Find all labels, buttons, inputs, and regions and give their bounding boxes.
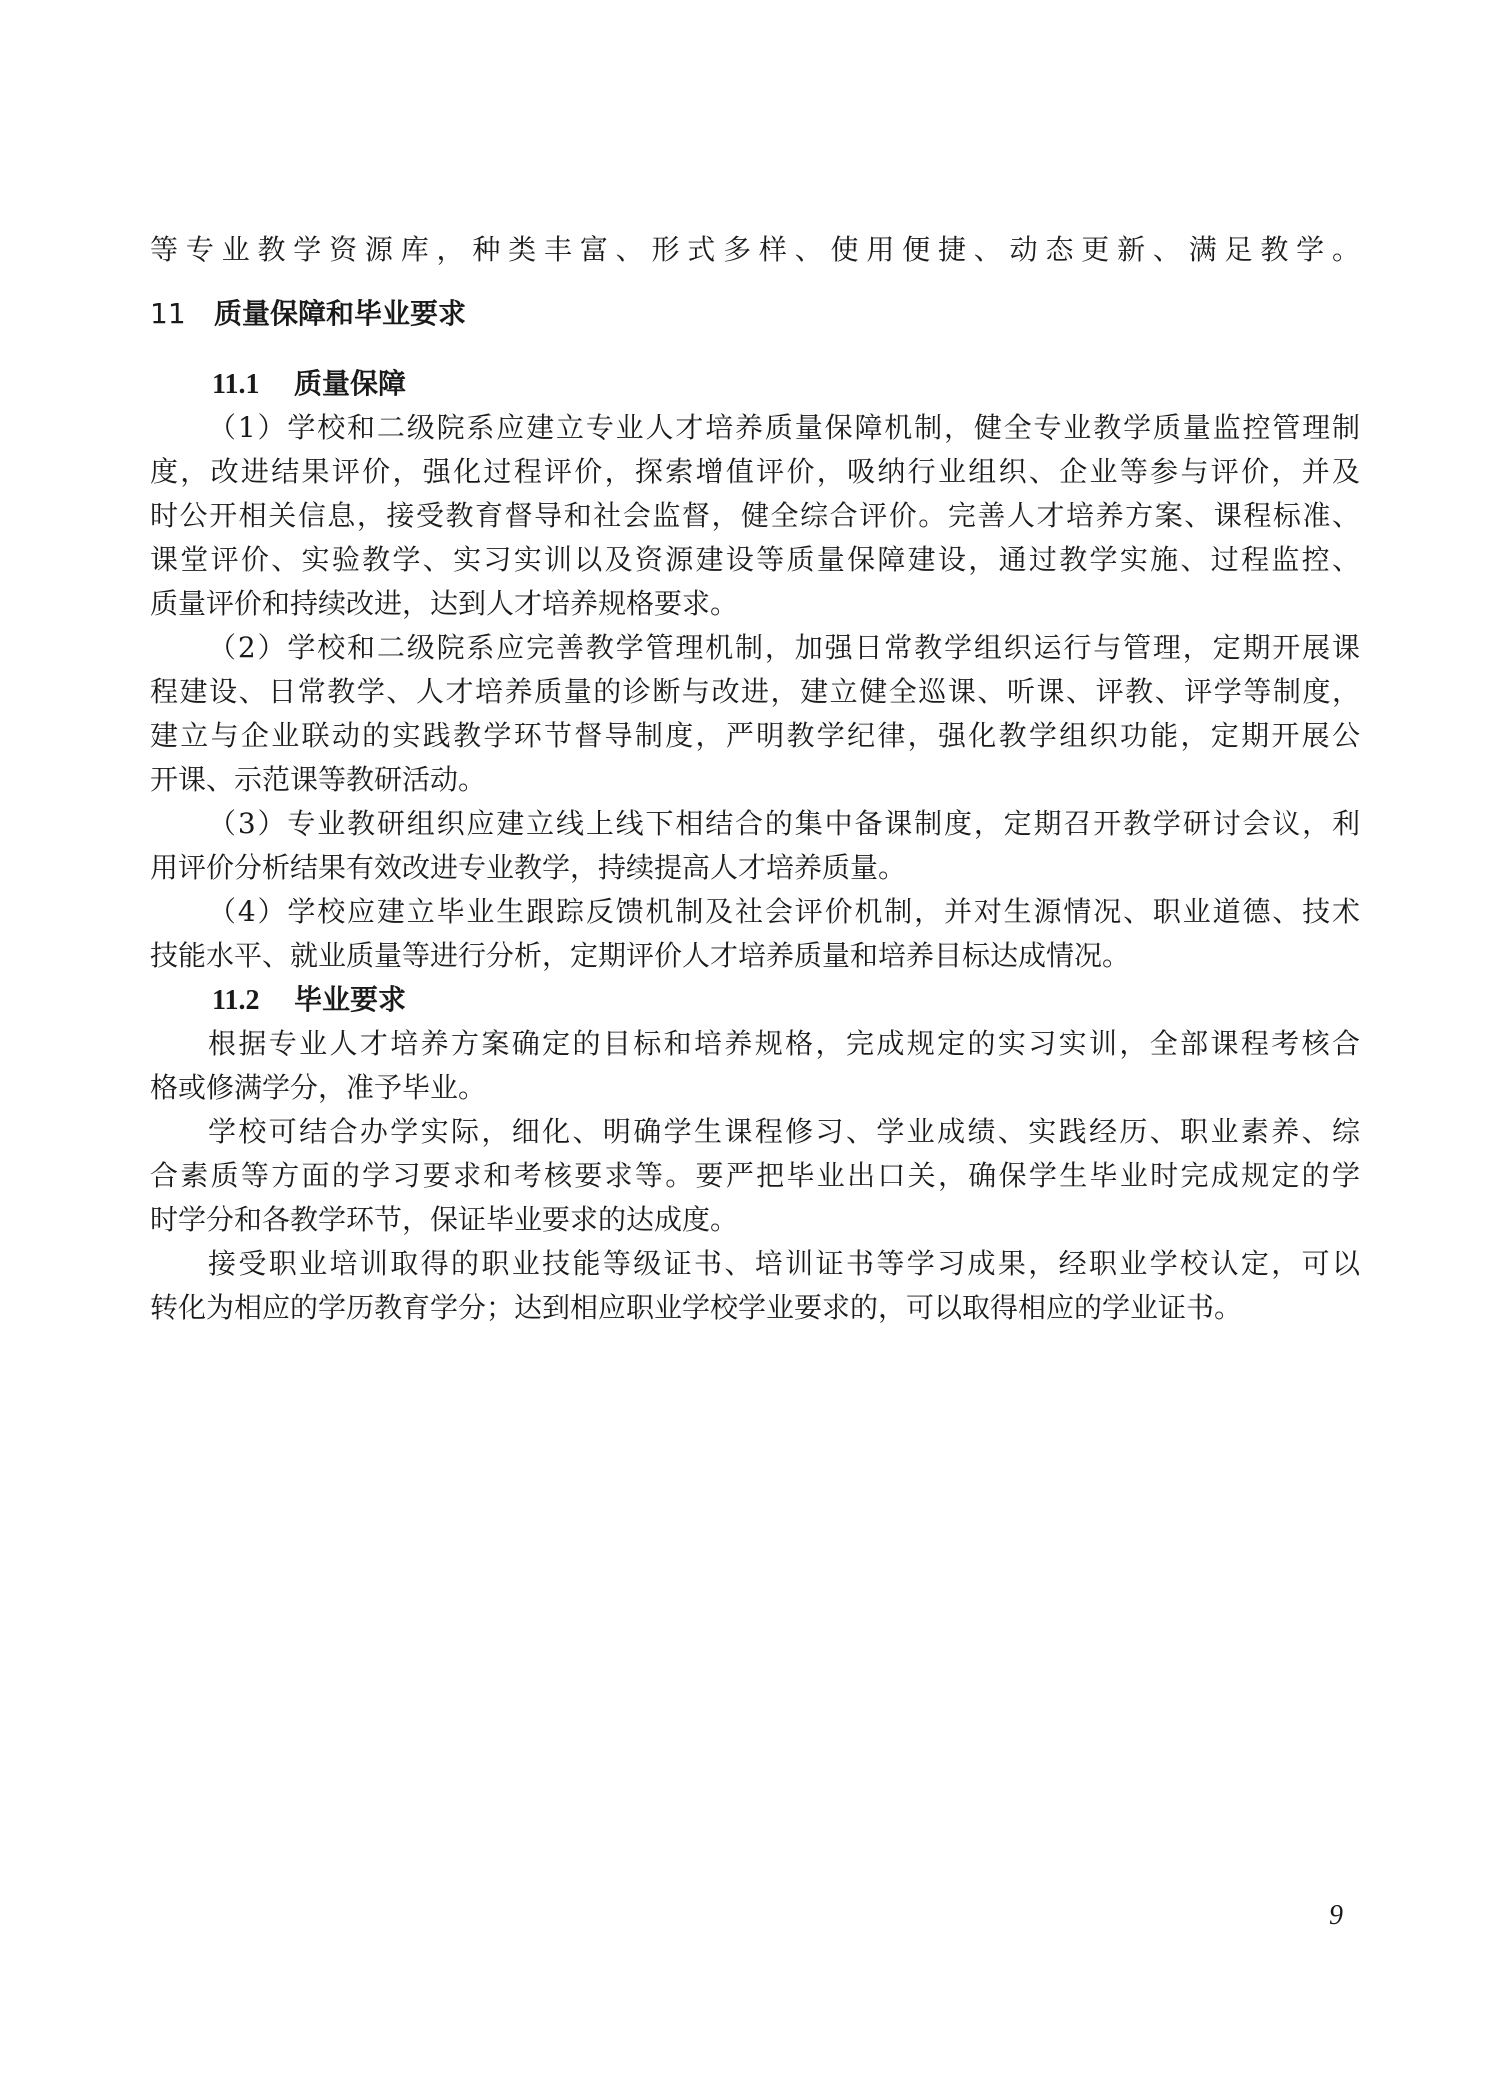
paragraph-line: 开课、示范课等教研活动。 [150, 763, 487, 796]
paragraph-line: （2）学校和二级院系应完善教学管理机制，加强日常教学组织运行与管理，定期开展课 [208, 631, 1360, 664]
section-heading [150, 292, 1360, 336]
paragraph-line: 学校可结合办学实际，细化、明确学生课程修习、学业成绩、实践经历、职业素养、综 [208, 1115, 1360, 1148]
paragraph-line: 程建设、日常教学、人才培养质量的诊断与改进，建立健全巡课、听课、评教、评学等制度， [150, 675, 1360, 708]
continuation-line: 等专业教学资源库，种类丰富、形式多样、使用便捷、动态更新、满足教学。 [150, 233, 1360, 266]
paragraph-line: 用评价分析结果有效改进专业教学，持续提高人才培养质量。 [150, 851, 907, 884]
page-content [150, 228, 1360, 1330]
paragraph-line: 接受职业培训取得的职业技能等级证书、培训证书等学习成果，经职业学校认定，可以 [208, 1247, 1360, 1280]
paragraph [150, 890, 1360, 978]
subsection-heading-11-2 [150, 978, 1360, 1022]
paragraph-line: 根据专业人才培养方案确定的目标和培养规格，完成规定的实习实训，全部课程考核合 [208, 1027, 1360, 1060]
subsection-number: 11.1 [212, 369, 260, 400]
paragraph-line: 技能水平、就业质量等进行分析，定期评价人才培养质量和培养目标达成情况。 [150, 939, 1131, 972]
paragraph-line: 课堂评价、实验教学、实习实训以及资源建设等质量保障建设，通过教学实施、过程监控、 [150, 543, 1360, 576]
paragraph [150, 1242, 1360, 1330]
paragraph [150, 1022, 1360, 1110]
paragraph-line: 格或修满学分，准予毕业。 [150, 1071, 487, 1104]
paragraph-line: 转化为相应的学历教育学分；达到相应职业学校学业要求的，可以取得相应的学业证书。 [150, 1291, 1243, 1324]
section-title: 质量保障和毕业要求 [214, 297, 467, 330]
paragraph [150, 626, 1360, 802]
paragraph-line: 建立与企业联动的实践教学环节督导制度，严明教学纪律，强化教学组织功能，定期开展公 [150, 719, 1360, 752]
paragraph-line: 时公开相关信息，接受教育督导和社会监督，健全综合评价。完善人才培养方案、课程标准、 [150, 499, 1360, 532]
section-number: 11 [150, 297, 186, 330]
paragraph-line: 合素质等方面的学习要求和考核要求等。要严把毕业出口关，确保学生毕业时完成规定的学 [150, 1159, 1360, 1192]
paragraph-line: （3）专业教研组织应建立线上线下相结合的集中备课制度，定期召开教学研讨会议，利 [208, 807, 1360, 840]
page-number: 9 [1329, 1900, 1343, 1931]
paragraph [150, 802, 1360, 890]
subsection-number: 11.2 [212, 985, 260, 1016]
paragraph [150, 1110, 1360, 1242]
paragraph-line: （1）学校和二级院系应建立专业人才培养质量保障机制，健全专业教学质量监控管理制 [208, 411, 1360, 444]
paragraph-line: 质量评价和持续改进，达到人才培养规格要求。 [150, 587, 739, 620]
subsection-title: 毕业要求 [294, 983, 407, 1016]
subsection-heading-11-1 [150, 362, 1360, 406]
subsection-title: 质量保障 [294, 367, 407, 400]
paragraph-line: 时学分和各教学环节，保证毕业要求的达成度。 [150, 1203, 739, 1236]
paragraph-line: 度，改进结果评价，强化过程评价，探索增值评价，吸纳行业组织、企业等参与评价，并及 [150, 455, 1360, 488]
paragraph-line: （4）学校应建立毕业生跟踪反馈机制及社会评价机制，并对生源情况、职业道德、技术 [208, 895, 1360, 928]
paragraph [150, 406, 1360, 626]
